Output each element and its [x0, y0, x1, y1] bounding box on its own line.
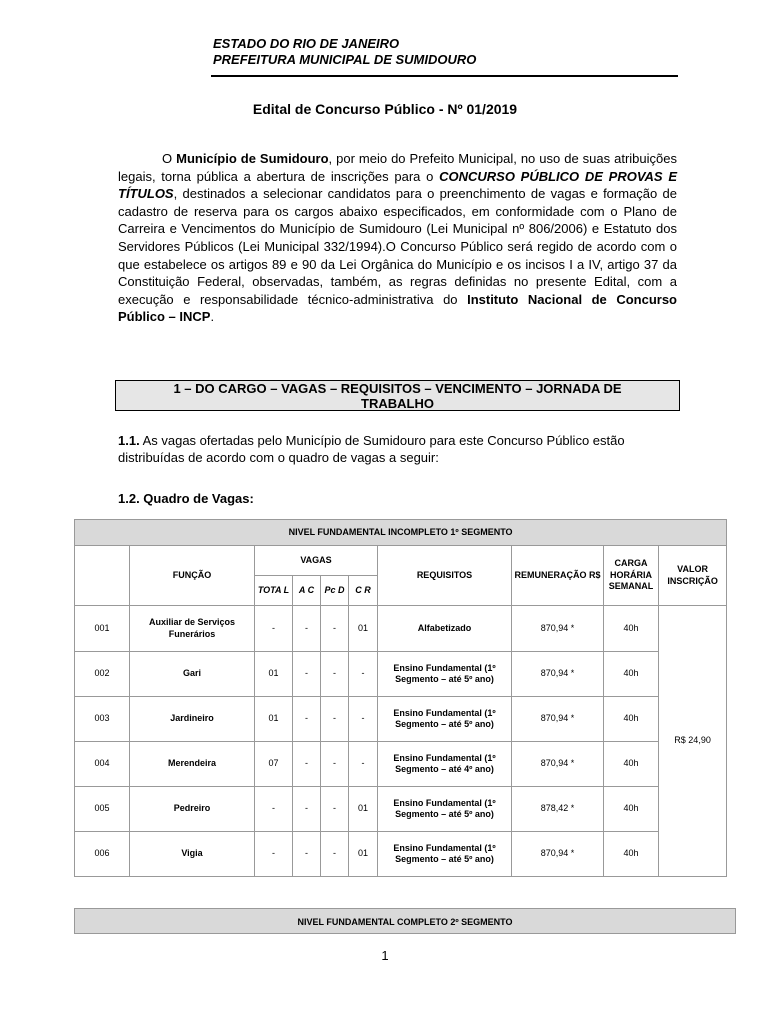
- cell-total: 07: [255, 742, 293, 787]
- cell-pcd: -: [321, 606, 349, 652]
- header-ac: A C: [293, 576, 321, 606]
- cell-code: 006: [75, 832, 130, 877]
- cell-code: 002: [75, 652, 130, 697]
- cell-carga: 40h: [604, 832, 659, 877]
- cell-cr: 01: [349, 832, 378, 877]
- header-total: TOTA L: [255, 576, 293, 606]
- cell-pcd: -: [321, 787, 349, 832]
- cell-cr: -: [349, 652, 378, 697]
- cell-ac: -: [293, 697, 321, 742]
- cell-carga: 40h: [604, 697, 659, 742]
- header-vagas: VAGAS: [255, 546, 378, 576]
- cell-rem: 870,94 *: [512, 742, 604, 787]
- cell-ac: -: [293, 652, 321, 697]
- intro-municipio: Município de Sumidouro: [176, 151, 329, 166]
- cell-funcao: Jardineiro: [130, 697, 255, 742]
- document-title: Edital de Concurso Público - Nº 01/2019: [252, 101, 518, 117]
- intro-paragraph: O Município de Sumidouro, por meio do Prefeito Municipal, no uso de suas atribuições legais, torna pública a abertura de inscrições para o CONCURSO PÚBLICO DE PROVAS E TÍTULOS, destinados a selecionar candidatos para o preenchimento de vagas e formação de cadastro de reserva para os cargos abaixo especificados, em conformidade com o Plano de Carreira e Vencimentos do Município de Sumidouro (Lei Municipal nº 806/2006) e Estatuto dos Servidores Públicos (Lei Municipal 332/1994).O Concurso Público será regido de acordo com o que estabelece os artigos 89 e 90 da Lei Orgânica do Município e os incisos I a IV, artigo 37 da Constituição Federal, observadas, também, as regras definidas no presente Edital, com a execução e responsabilidade técnico-administrativa do Instituto Nacional de Concurso Público – INCP.: [118, 151, 677, 325]
- table-section-title: NIVEL FUNDAMENTAL INCOMPLETO 1º SEGMENTO: [75, 520, 727, 546]
- cell-funcao: Auxiliar de Serviços Funerários: [130, 606, 255, 652]
- cell-carga: 40h: [604, 742, 659, 787]
- cell-funcao: Gari: [130, 652, 255, 697]
- cell-total: 01: [255, 697, 293, 742]
- cell-req: Ensino Fundamental (1º Segmento – até 4º ano): [378, 742, 512, 787]
- cell-rem: 870,94 *: [512, 697, 604, 742]
- cell-carga: 40h: [604, 787, 659, 832]
- cell-code: 005: [75, 787, 130, 832]
- section-2-title: NIVEL FUNDAMENTAL COMPLETO 2º SEGMENTO: [74, 908, 736, 934]
- cell-ac: -: [293, 742, 321, 787]
- cell-code: 001: [75, 606, 130, 652]
- table-row: [75, 697, 727, 742]
- header-code: [75, 546, 130, 606]
- intro-concurso: CONCURSO PÚBLICO DE PROVAS E TÍTULOS: [118, 168, 677, 202]
- cell-req: Ensino Fundamental (1º Segmento – até 5º ano): [378, 787, 512, 832]
- cell-rem: 870,94 *: [512, 606, 604, 652]
- cell-cr: -: [349, 742, 378, 787]
- cell-cr: -: [349, 697, 378, 742]
- cell-cr: 01: [349, 606, 378, 652]
- cell-rem: 870,94 *: [512, 652, 604, 697]
- cell-pcd: -: [321, 832, 349, 877]
- cell-ac: -: [293, 606, 321, 652]
- header-rule: [211, 75, 678, 77]
- cell-total: -: [255, 606, 293, 652]
- table-row: [75, 832, 727, 877]
- intro-incp: Instituto Nacional de Concurso Público – INCP: [118, 291, 677, 325]
- cell-rem: 878,42 *: [512, 787, 604, 832]
- table-row: [75, 742, 727, 787]
- header-state: ESTADO DO RIO DE JANEIRO: [213, 36, 400, 51]
- header-remuneracao: REMUNERAÇÃO R$: [512, 546, 604, 606]
- cell-total: -: [255, 787, 293, 832]
- cell-ac: -: [293, 832, 321, 877]
- item-1-1: 1.1. As vagas ofertadas pelo Município de Sumidouro para este Concurso Público estão distribuídas de acordo com o quadro de vagas a seguir:: [118, 433, 625, 465]
- cell-carga: 40h: [604, 652, 659, 697]
- cell-ac: -: [293, 787, 321, 832]
- cell-rem: 870,94 *: [512, 832, 604, 877]
- section-1-heading: 1 – DO CARGO – VAGAS – REQUISITOS – VENCIMENTO – JORNADA DE TRABALHO: [115, 380, 680, 411]
- table-row: [75, 652, 727, 697]
- cell-req: Alfabetizado: [378, 606, 512, 652]
- cell-code: 003: [75, 697, 130, 742]
- cell-code: 004: [75, 742, 130, 787]
- cell-total: -: [255, 832, 293, 877]
- cell-total: 01: [255, 652, 293, 697]
- cell-funcao: Vigia: [130, 832, 255, 877]
- cell-cr: 01: [349, 787, 378, 832]
- cell-req: Ensino Fundamental (1º Segmento – até 5º ano): [378, 652, 512, 697]
- cell-req: Ensino Fundamental (1º Segmento – até 5º ano): [378, 832, 512, 877]
- header-carga: CARGA HORÁRIA SEMANAL: [604, 546, 659, 606]
- header-valor: VALOR INSCRIÇÃO: [659, 546, 727, 606]
- header-funcao: FUNÇÃO: [130, 546, 255, 606]
- table-row: [75, 787, 727, 832]
- cell-req: Ensino Fundamental (1º Segmento – até 5º ano): [378, 697, 512, 742]
- table-row: [75, 606, 727, 652]
- cell-pcd: -: [321, 652, 349, 697]
- item-1-2-heading: 1.2. Quadro de Vagas:: [118, 491, 254, 506]
- header-cr: C R: [349, 576, 378, 606]
- document-header: [213, 36, 476, 68]
- cell-pcd: -: [321, 742, 349, 787]
- header-prefeitura: PREFEITURA MUNICIPAL DE SUMIDOURO: [213, 52, 477, 67]
- header-requisitos: REQUISITOS: [378, 546, 512, 606]
- page-number: 1: [381, 948, 389, 963]
- header-pcd: Pc D: [321, 576, 349, 606]
- cell-pcd: -: [321, 697, 349, 742]
- vacancy-table: [74, 519, 727, 877]
- cell-funcao: Merendeira: [130, 742, 255, 787]
- cell-valor-inscricao: R$ 24,90: [659, 606, 727, 877]
- cell-funcao: Pedreiro: [130, 787, 255, 832]
- cell-carga: 40h: [604, 606, 659, 652]
